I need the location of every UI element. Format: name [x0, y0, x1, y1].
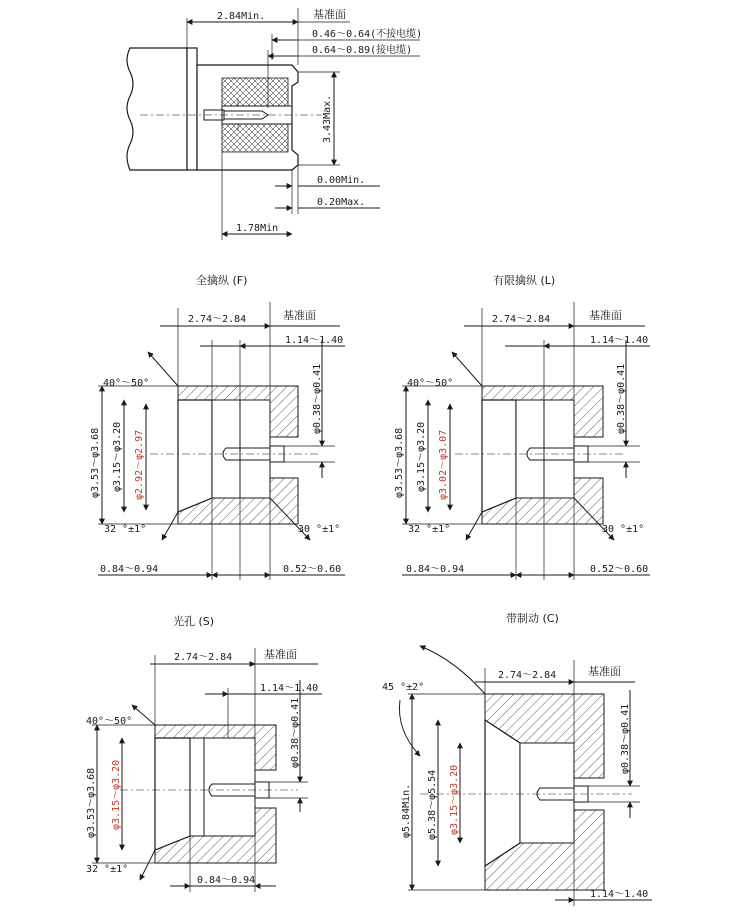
limited-dim-0.84-0.94: 0.84～0.94	[406, 564, 465, 575]
limited-detent-section	[394, 273, 650, 580]
top-datum-label: 基准面	[313, 8, 346, 21]
full-detent-section	[90, 273, 345, 580]
braked-title: 带制动 (C)	[506, 612, 559, 625]
top-dim-1.78min: 1.78Min	[236, 223, 279, 234]
full-dim-1.14-1.40: 1.14～1.40	[285, 335, 344, 346]
braked-section	[382, 611, 652, 906]
top-dim-0.64-0.89: 0.64～0.89(接电缆)	[312, 45, 413, 56]
top-dim-0.20max: 0.20Max.	[317, 197, 366, 208]
full-phi-3.53-3.68: φ3.53～φ3.68	[90, 427, 101, 498]
limited-phi-3.15-3.20: φ3.15～φ3.20	[416, 421, 427, 492]
limited-dim-1.14-1.40: 1.14～1.40	[590, 335, 649, 346]
full-phi-3.15-3.20: φ3.15～φ3.20	[112, 421, 123, 492]
limited-phi-0.38-0.41: φ0.38～φ0.41	[616, 363, 627, 434]
limited-dim-0.52-0.60: 0.52～0.60	[590, 564, 649, 575]
smooth-datum: 基准面	[264, 648, 297, 661]
limited-angle-40-50: 40°～50°	[407, 378, 454, 389]
limited-angle-32: 32 °±1°	[408, 524, 451, 535]
top-dim-2.84min: 2.84Min.	[217, 11, 266, 22]
limited-title: 有限擒纵 (L)	[493, 274, 556, 287]
limited-phi-3.53-3.68: φ3.53～φ3.68	[394, 427, 405, 498]
full-title: 全擒纵 (F)	[196, 274, 248, 287]
braked-phi-0.38-0.41: φ0.38～φ0.41	[620, 703, 631, 774]
full-phi-0.38-0.41: φ0.38～φ0.41	[312, 363, 323, 434]
top-connector-section	[127, 7, 422, 240]
braked-phi-3.15-3.20: φ3.15～φ3.20	[449, 764, 460, 835]
full-angle-32: 32 °±1°	[104, 524, 147, 535]
smooth-angle-40-50: 40°～50°	[86, 716, 133, 727]
full-datum: 基准面	[283, 309, 316, 322]
smooth-angle-32: 32 °±1°	[86, 864, 129, 875]
top-dim-0.46-0.64: 0.46～0.64(不接电缆)	[312, 29, 423, 40]
limited-angle-30: 30 °±1°	[602, 524, 645, 535]
braked-phi-5.38-5.54: φ5.38～φ5.54	[427, 769, 438, 840]
smooth-bore-section	[86, 614, 322, 892]
limited-dim-2.74-2.84: 2.74～2.84	[492, 314, 551, 325]
full-angle-30: 30 °±1°	[298, 524, 341, 535]
full-angle-40-50: 40°～50°	[103, 378, 150, 389]
top-dim-3.43max: 3.43Max.	[322, 94, 333, 143]
smooth-phi-3.53-3.68: φ3.53～φ3.68	[86, 767, 97, 838]
braked-datum: 基准面	[588, 665, 621, 678]
smooth-phi-0.38-0.41: φ0.38～φ0.41	[290, 697, 301, 768]
braked-dim-2.74-2.84: 2.74～2.84	[498, 670, 557, 681]
braked-phi-5.84min: φ5.84Min.	[401, 783, 412, 838]
full-dim-2.74-2.84: 2.74～2.84	[188, 314, 247, 325]
limited-phi-3.02-3.07: φ3.02～φ3.07	[438, 429, 449, 500]
braked-dim-1.14-1.40: 1.14～1.40	[590, 889, 649, 900]
braked-angle-45: 45 °±2°	[382, 682, 425, 693]
smooth-title: 光孔 (S)	[173, 615, 215, 628]
limited-datum: 基准面	[589, 309, 622, 322]
smooth-dim-2.74-2.84: 2.74～2.84	[174, 652, 233, 663]
smooth-phi-3.15-3.20: φ3.15～φ3.20	[111, 759, 122, 830]
full-dim-0.52-0.60: 0.52～0.60	[283, 564, 342, 575]
smooth-dim-1.14-1.40: 1.14～1.40	[260, 683, 319, 694]
full-phi-2.92-2.97: φ2.92～φ2.97	[134, 429, 145, 500]
smooth-dim-0.84-0.94: 0.84～0.94	[197, 875, 256, 886]
top-dim-0.00min: 0.00Min.	[317, 175, 366, 186]
full-dim-0.84-0.94: 0.84～0.94	[100, 564, 159, 575]
